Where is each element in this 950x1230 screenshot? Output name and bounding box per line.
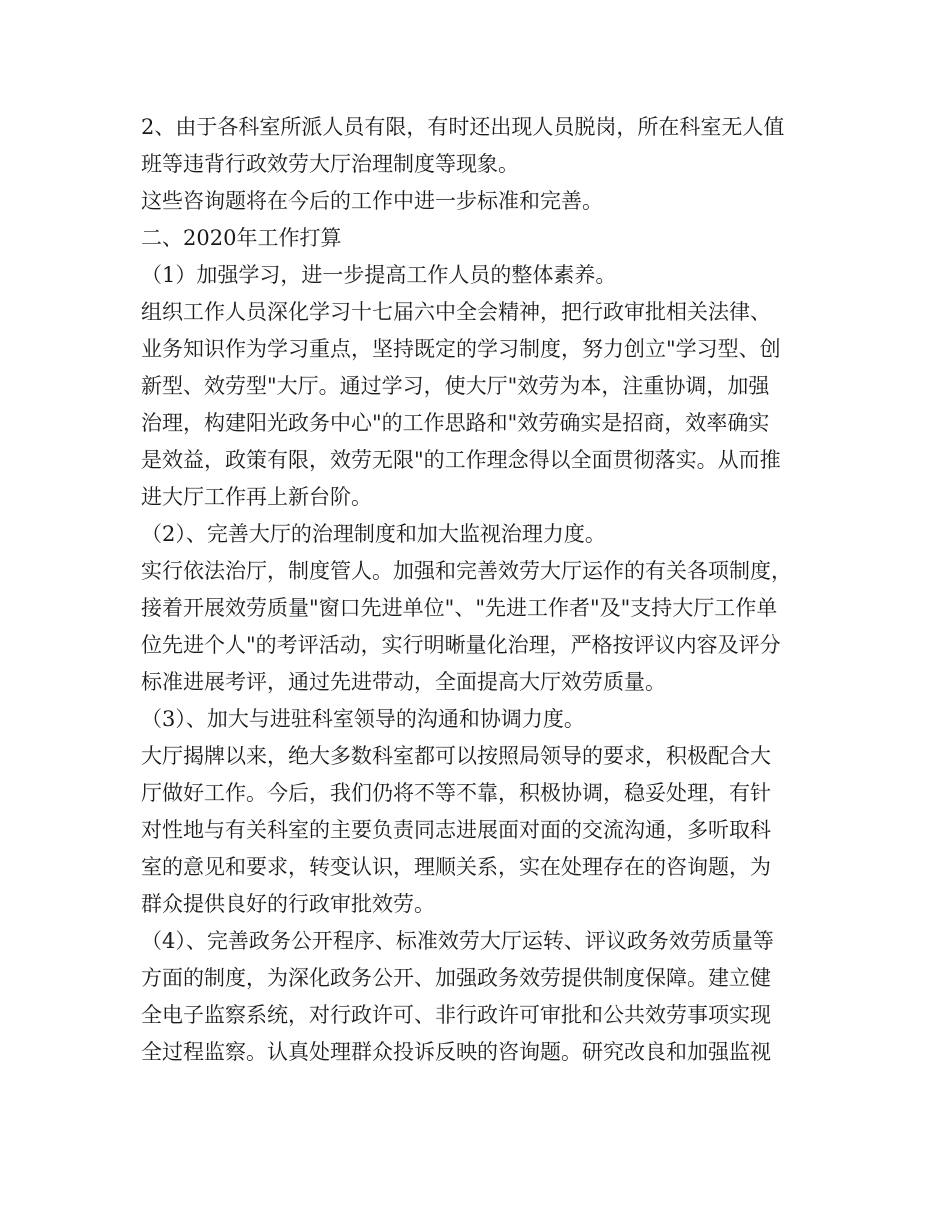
text-line: 2、由于各科室所派人员有限，有时还出现人员脱岗，所在科室无人值 [141,115,785,139]
text-line: 治理，构建阳光政务中心"的工作思路和"效劳确实是招商，效率确实 [141,411,770,435]
text-line: 这些咨询题将在今后的工作中进一步标准和完善。 [141,189,603,213]
text-line: 业务知识作为学习重点，坚持既定的学习制度，努力创立"学习型、创 [141,337,781,361]
subsection-heading: （3）、加大与进驻科室领导的沟通和协调力度。 [141,707,585,731]
document-body [141,109,821,1071]
subsection-heading: （2）、完善大厅的治理制度和加大监视治理力度。 [141,522,606,546]
text-line: 组织工作人员深化学习十七届六中全会精神，把行政审批相关法律、 [141,300,771,324]
text-line: 进大厅工作再上新台阶。 [141,485,372,509]
text-line: 室的意见和要求，转变认识，理顺关系，实在处理存在的咨询题，为 [141,855,771,879]
text-line: 全过程监察。认真处理群众投诉反映的咨询题。研究改良和加强监视 [141,1040,771,1064]
text-line: 实行依法治厅，制度管人。加强和完善效劳大厅运作的有关各项制度， [141,559,792,583]
text-line: 位先进个人"的考评活动，实行明晰量化治理，严格按评议内容及评分 [141,633,781,657]
text-line: 标准进展考评，通过先进带动，全面提高大厅效劳质量。 [141,670,666,694]
subsection-heading: （4）、完善政务公开程序、标准效劳大厅运转、评议政务效劳质量等 [141,929,774,953]
text-line: 是效益，政策有限，效劳无限"的工作理念得以全面贯彻落实。从而推 [141,448,781,472]
section-heading: 二、2020年工作打算 [141,226,342,250]
text-line: 班等违背行政效劳大厅治理制度等现象。 [141,152,519,176]
text-line: 接着开展效劳质量"窗口先进单位"、"先进工作者"及"支持大厅工作单 [141,596,778,620]
subsection-heading: （1）加强学习，进一步提高工作人员的整体素养。 [141,263,617,287]
text-line: 厅做好工作。今后，我们仍将不等不靠，积极协调，稳妥处理，有针 [141,781,771,805]
text-line: 新型、效劳型"大厅。通过学习，使大厅"效劳为本，注重协调，加强 [141,374,770,398]
text-line: 方面的制度，为深化政务公开、加强政务效劳提供制度保障。建立健 [141,966,771,990]
text-line: 对性地与有关科室的主要负责同志进展面对面的交流沟通，多听取科 [141,818,771,842]
text-line: 大厅揭牌以来，绝大多数科室都可以按照局领导的要求，积极配合大 [141,744,771,768]
text-line: 群众提供良好的行政审批效劳。 [141,892,435,916]
text-line: 全电子监察系统，对行政许可、非行政许可审批和公共效劳事项实现 [141,1003,771,1027]
